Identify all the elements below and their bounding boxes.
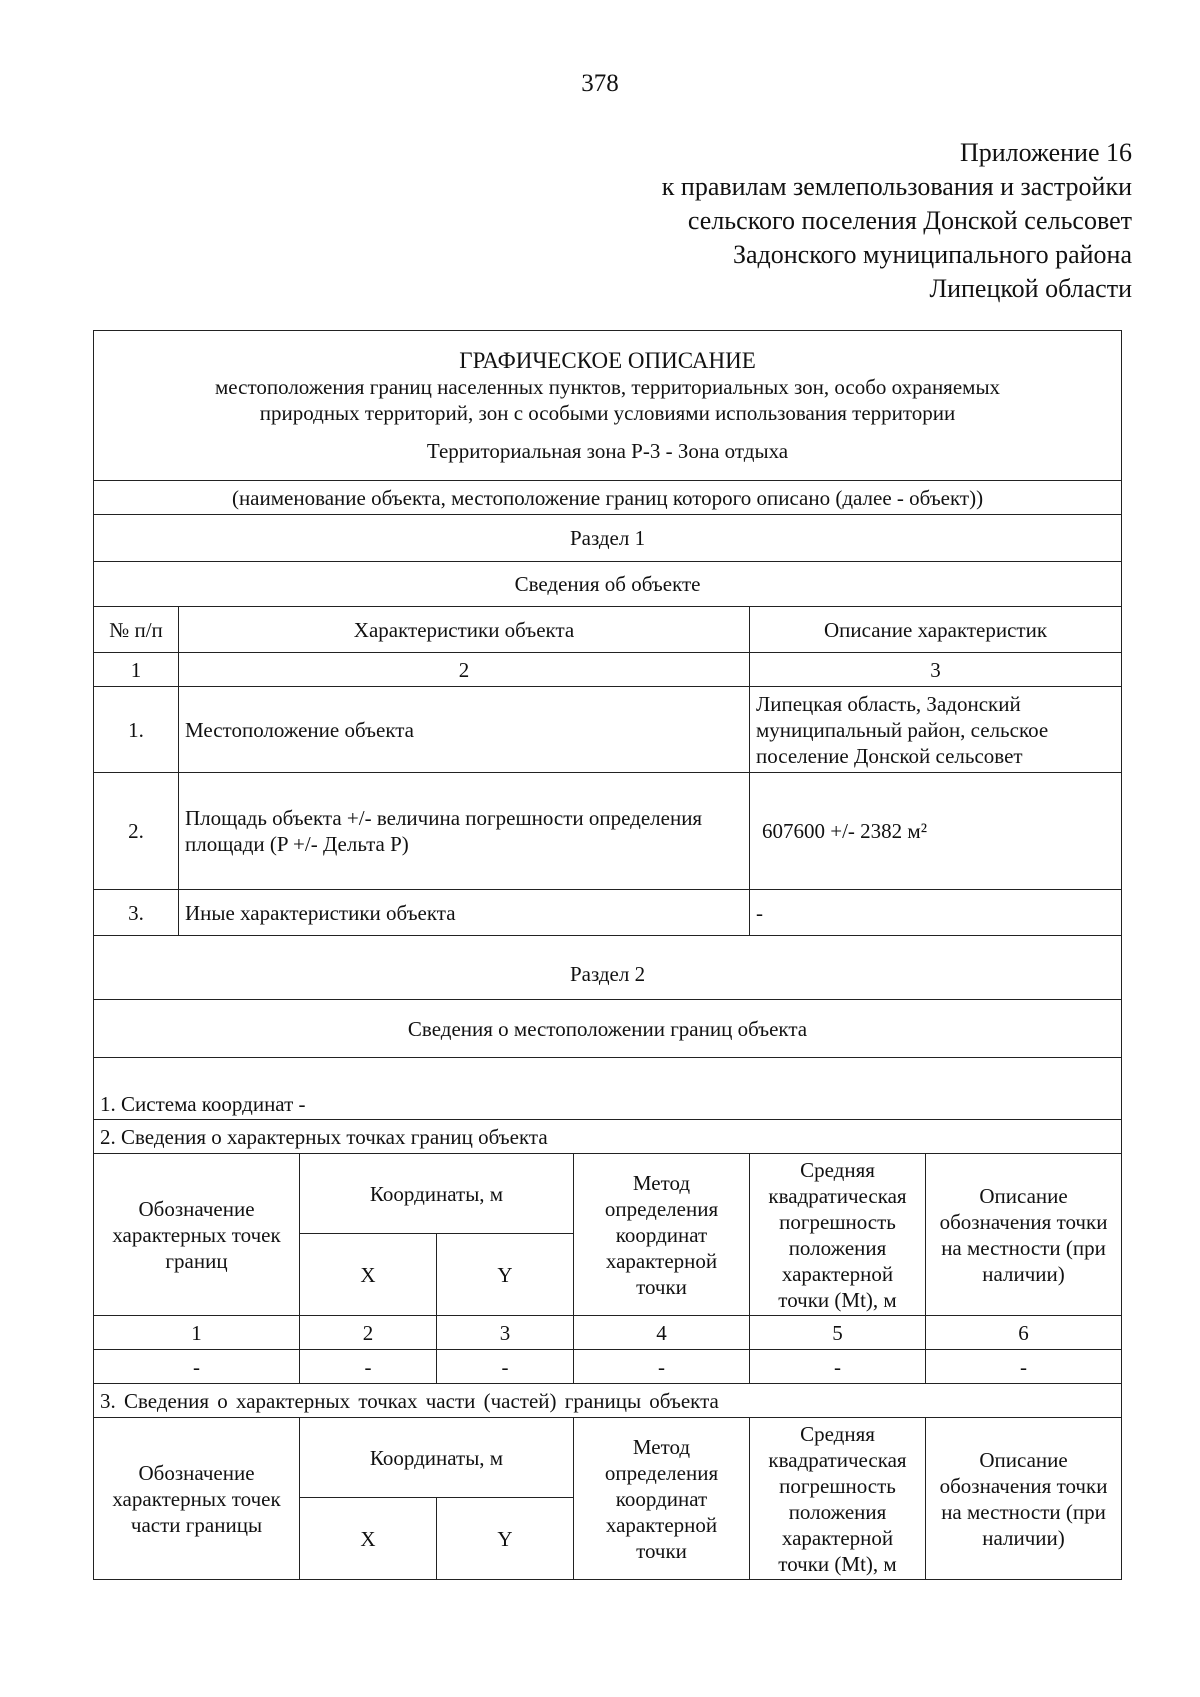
empty-cell: - [574, 1350, 750, 1384]
empty-cell: - [300, 1350, 437, 1384]
header-characteristics: Характеристики объекта [179, 607, 750, 653]
row-value: 607600 +/- 2382 м² [750, 773, 1122, 890]
empty-cell: - [750, 1350, 926, 1384]
object-caption: (наименование объекта, местоположение границ которого описано (далее - объект)) [94, 481, 1122, 515]
row-name: Площадь объекта +/- величина погрешности определения площади (P +/- Дельта P) [179, 773, 750, 890]
x-header: X [300, 1498, 437, 1580]
error-header: Средняя квадратическая погрешность положения характерной точки (Mt), м [750, 1418, 926, 1580]
section1-subtitle: Сведения об объекте [94, 562, 1122, 607]
y-header: Y [437, 1234, 574, 1316]
x-header: X [300, 1234, 437, 1316]
row-value: - [750, 890, 1122, 936]
method-header: Метод определения координат характерной точки [574, 1154, 750, 1316]
header-num: № п/п [94, 607, 179, 653]
empty-cell: - [94, 1350, 300, 1384]
page-number: 378 [581, 70, 619, 97]
column-number: 3 [437, 1316, 574, 1350]
table-row [94, 687, 1122, 773]
document-title: ГРАФИЧЕСКОЕ ОПИСАНИЕ [459, 347, 756, 373]
row-num: 3. [94, 890, 179, 936]
parts-title: 3. Сведения о характерных точках части (частей) границы объекта [94, 1384, 1122, 1418]
table-row [94, 773, 1122, 890]
coords-header: Координаты, м [300, 1154, 574, 1234]
points-title: 2. Сведения о характерных точках границ объекта [94, 1120, 1122, 1154]
section2-title: Раздел 2 [94, 936, 1122, 1000]
row-name: Иные характеристики объекта [179, 890, 750, 936]
y-header: Y [437, 1498, 574, 1580]
column-number: 6 [926, 1316, 1122, 1350]
row-name: Местоположение объекта [179, 687, 750, 773]
column-number: 2 [179, 653, 750, 687]
parts-designation-header: Обозначение характерных точек части границы [94, 1418, 300, 1580]
appendix-line: Липецкой области [929, 274, 1132, 303]
object-name: Территориальная зона Р-3 - Зона отдыха [426, 438, 789, 463]
document-header [94, 331, 1122, 481]
table-row [94, 1350, 1122, 1384]
appendix-line: Задонского муниципального района [732, 240, 1132, 269]
row-num: 1. [94, 687, 179, 773]
graphic-description-table [93, 330, 1122, 1580]
method-header: Метод определения координат характерной точки [574, 1418, 750, 1580]
column-number: 4 [574, 1316, 750, 1350]
section2-subtitle: Сведения о местоположении границ объекта [94, 1000, 1122, 1058]
row-value: Липецкая область, Задонский муниципальный район, сельское поселение Донской сельсовет [750, 687, 1122, 773]
column-number: 1 [94, 653, 179, 687]
appendix-block [662, 136, 1132, 306]
section1-title: Раздел 1 [94, 515, 1122, 562]
document-subtitle: местоположения границ населенных пунктов, территориальных зон, особо охраняемых [215, 374, 1001, 399]
appendix-line: Приложение 16 [959, 138, 1132, 167]
header-description: Описание характеристик [750, 607, 1122, 653]
coord-system: 1. Система координат - [94, 1058, 1122, 1120]
error-header: Средняя квадратическая погрешность положения характерной точки (Mt), м [750, 1154, 926, 1316]
empty-cell: - [437, 1350, 574, 1384]
description-header: Описание обозначения точки на местности (при наличии) [926, 1418, 1122, 1580]
column-number: 5 [750, 1316, 926, 1350]
points-designation-header: Обозначение характерных точек границ [94, 1154, 300, 1316]
column-number: 3 [750, 653, 1122, 687]
document-subtitle: природных территорий, зон с особыми условиями использования территории [259, 400, 956, 425]
description-header: Описание обозначения точки на местности (при наличии) [926, 1154, 1122, 1316]
empty-cell: - [926, 1350, 1122, 1384]
coords-header: Координаты, м [300, 1418, 574, 1498]
appendix-line: сельского поселения Донской сельсовет [687, 206, 1132, 235]
table-row [94, 890, 1122, 936]
column-number: 1 [94, 1316, 300, 1350]
column-number: 2 [300, 1316, 437, 1350]
row-num: 2. [94, 773, 179, 890]
appendix-line: к правилам землепользования и застройки [661, 172, 1132, 201]
